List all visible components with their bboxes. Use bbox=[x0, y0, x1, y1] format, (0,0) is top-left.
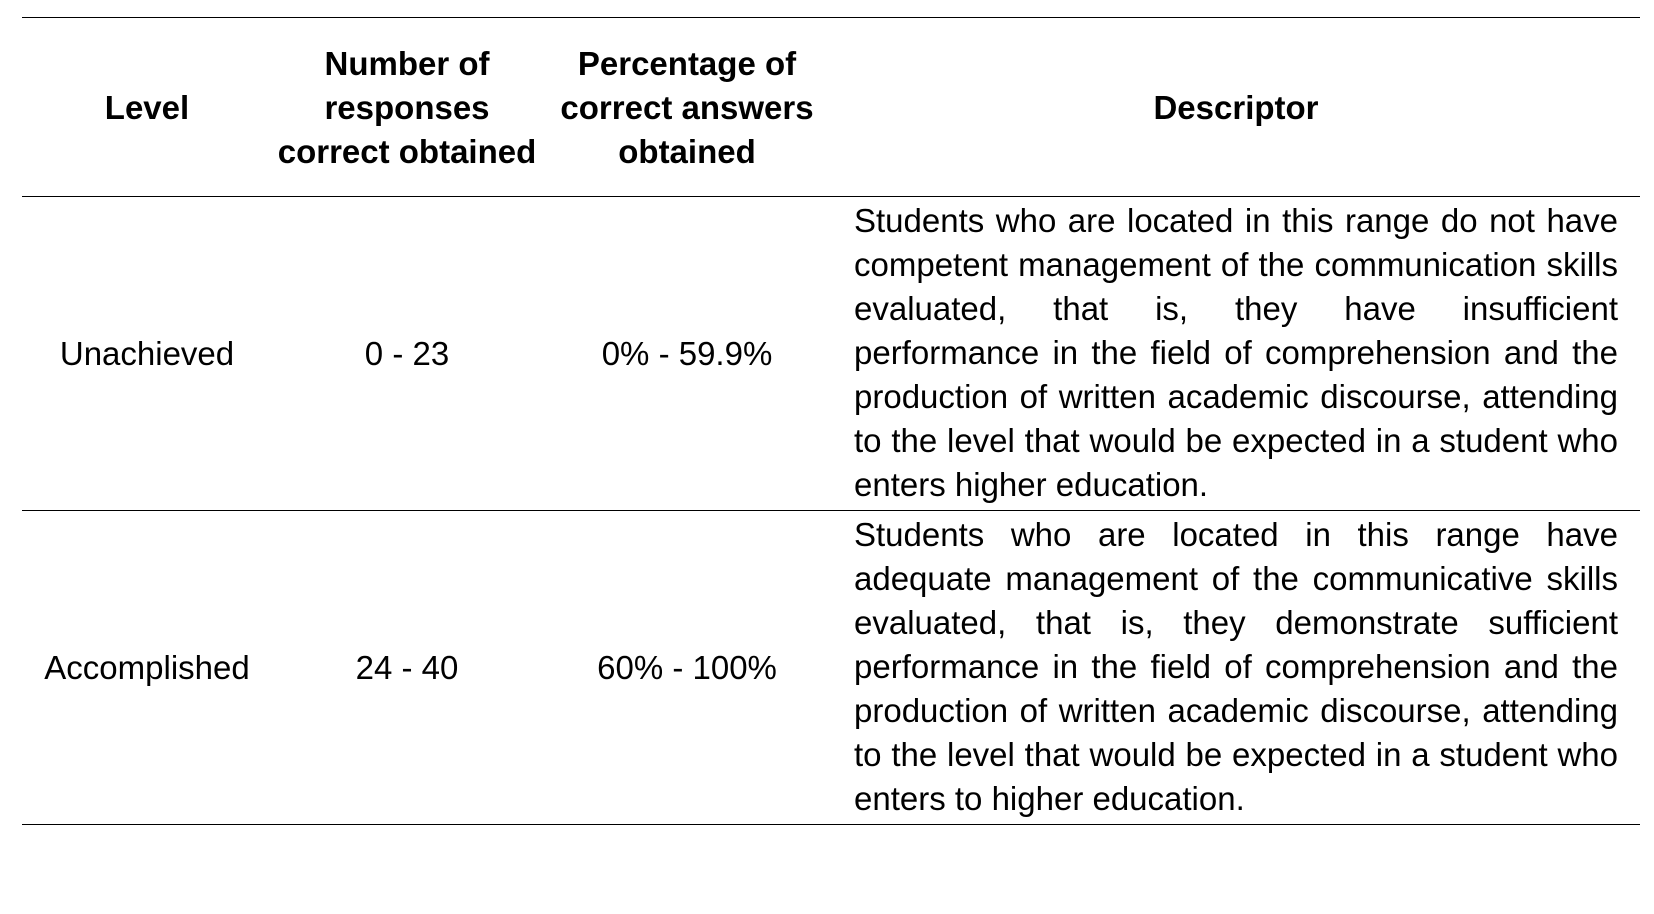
cell-responses: 24 - 40 bbox=[355, 648, 459, 686]
levels-table-container bbox=[22, 17, 1640, 825]
header-number-of-responses: Number of responses correct obtained bbox=[277, 45, 537, 170]
table-header bbox=[22, 18, 1640, 197]
table-body bbox=[22, 197, 1640, 825]
cell-responses: 0 - 23 bbox=[364, 334, 450, 372]
cell-descriptor: Students who are located in this range have adequate management of the communicative skills evaluated, that is, they demonstrate sufficient performance in the field of comprehension and the production of written academic discourse, attending to the level that would be expected in a student who enters to higher education. bbox=[854, 516, 1618, 817]
table-row bbox=[22, 511, 1640, 825]
cell-percentage: 0% - 59.9% bbox=[601, 334, 773, 372]
cell-level: Accomplished bbox=[44, 648, 250, 686]
header-percentage: Percentage of correct answers obtained bbox=[560, 45, 814, 170]
header-level: Level bbox=[104, 89, 190, 126]
header-row bbox=[22, 18, 1640, 197]
levels-table bbox=[22, 17, 1640, 825]
cell-level: Unachieved bbox=[59, 334, 235, 372]
table-row bbox=[22, 197, 1640, 511]
cell-percentage: 60% - 100% bbox=[597, 648, 777, 686]
cell-descriptor: Students who are located in this range do not have competent management of the communication skills evaluated, that is, they have insufficient performance in the field of comprehension and the production of written academic discourse, attending to the level that would be expected in a student who enters higher education. bbox=[854, 202, 1618, 503]
header-descriptor: Descriptor bbox=[1153, 89, 1319, 126]
